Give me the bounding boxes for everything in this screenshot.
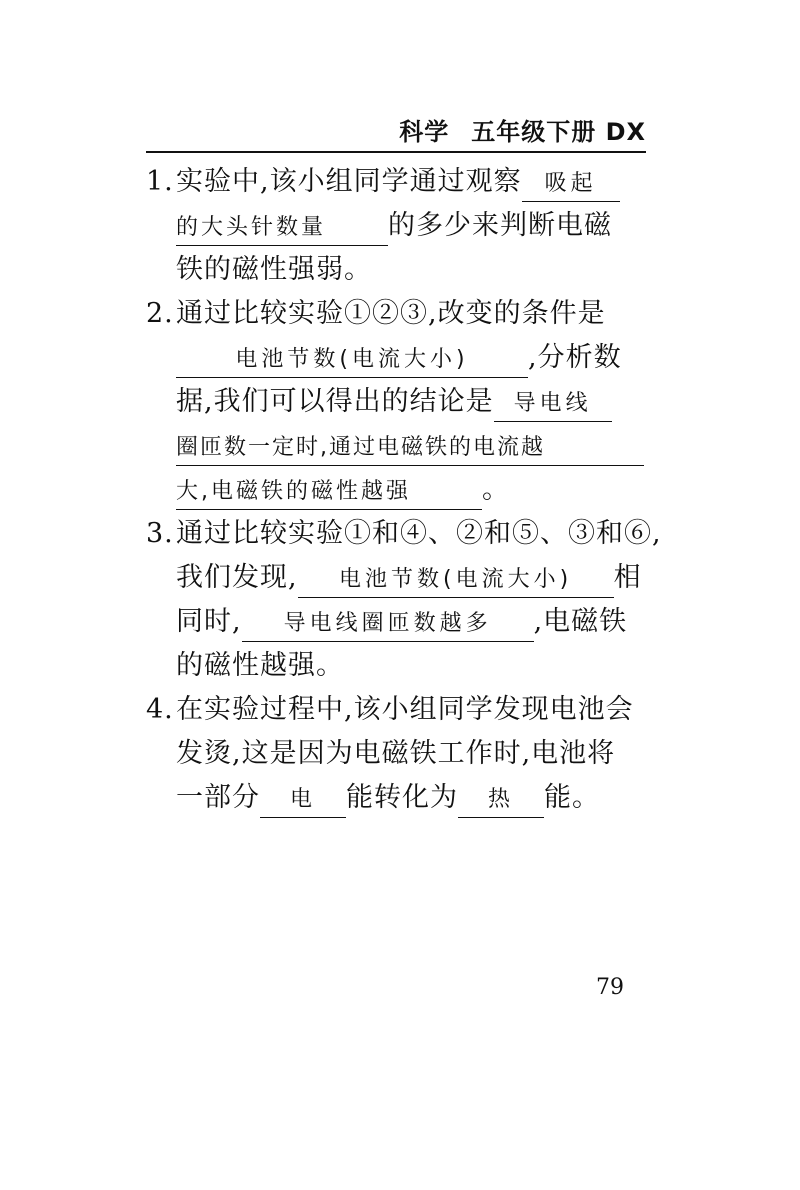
- q1-answer-part-1: 吸起: [522, 167, 620, 202]
- q4-text-3: 一部分: [176, 782, 260, 813]
- q1-line-2: [176, 206, 612, 246]
- q2-number: 2.: [146, 298, 174, 329]
- q4-text-3-mid: 能转化为: [346, 782, 458, 813]
- q3-text-2-end: 相: [613, 562, 642, 593]
- q4-answer-2: 热: [458, 783, 544, 818]
- header-subject: 科学: [399, 118, 450, 146]
- q3-text-4: 的磁性越强。: [176, 650, 344, 681]
- q1-answer-part-2: 的大头针数量: [176, 211, 388, 246]
- q4-text-3-end: 能。: [544, 782, 600, 813]
- q2-answer-2-part-1: 导电线: [494, 387, 612, 422]
- q3-line-1: [146, 514, 662, 554]
- q3-text-1: 通过比较实验①和④、②和⑤、③和⑥,: [176, 518, 662, 549]
- q2-line-5: [176, 470, 510, 510]
- q3-line-4: [176, 646, 344, 686]
- q1-text-2: 的多少来判断电磁: [388, 210, 612, 241]
- q2-answer-1: 电池节数(电流大小): [176, 343, 528, 378]
- q2-line-2: [176, 338, 622, 378]
- q4-line-1: [146, 690, 634, 730]
- header-rule: [146, 151, 646, 153]
- q2-text-5: 。: [482, 474, 510, 505]
- q1-text-3: 铁的磁性强弱。: [176, 254, 372, 285]
- q3-text-3: 同时,: [176, 606, 242, 637]
- q1-text-1: 实验中,该小组同学通过观察: [176, 166, 522, 197]
- q1-line-3: [176, 250, 372, 290]
- page-header: [146, 112, 646, 147]
- q2-answer-2-part-3: 大,电磁铁的磁性越强: [176, 475, 482, 510]
- q1-line-1: [146, 162, 620, 202]
- q2-text-3: 据,我们可以得出的结论是: [176, 386, 494, 417]
- q4-answer-1: 电: [260, 783, 346, 818]
- q2-answer-2-part-2: 圈匝数一定时,通过电磁铁的电流越: [176, 431, 644, 466]
- q3-text-3-end: ,电磁铁: [533, 606, 628, 637]
- q2-text-2: ,分析数: [528, 342, 622, 373]
- q2-text-1: 通过比较实验①②③,改变的条件是: [176, 298, 606, 329]
- q2-line-4: [176, 426, 644, 466]
- q2-line-1: [146, 294, 606, 334]
- q4-text-2: 发烫,这是因为电磁铁工作时,电池将: [176, 738, 616, 769]
- q3-line-2: [176, 558, 642, 598]
- q3-line-3: [176, 602, 627, 642]
- q4-text-1: 在实验过程中,该小组同学发现电池会: [176, 694, 634, 725]
- q1-number: 1.: [146, 166, 174, 197]
- q4-line-2: [176, 734, 615, 774]
- q2-line-3: [176, 382, 612, 422]
- page-number: 79: [596, 975, 624, 1000]
- header-book: 五年级下册 DX: [471, 118, 646, 146]
- q3-answer-1: 电池节数(电流大小): [298, 563, 614, 598]
- q3-text-2: 我们发现,: [176, 562, 298, 593]
- q4-line-3: [176, 778, 600, 818]
- q4-number: 4.: [146, 694, 174, 725]
- q3-answer-2: 导电线圈匝数越多: [242, 607, 534, 642]
- q3-number: 3.: [146, 518, 174, 549]
